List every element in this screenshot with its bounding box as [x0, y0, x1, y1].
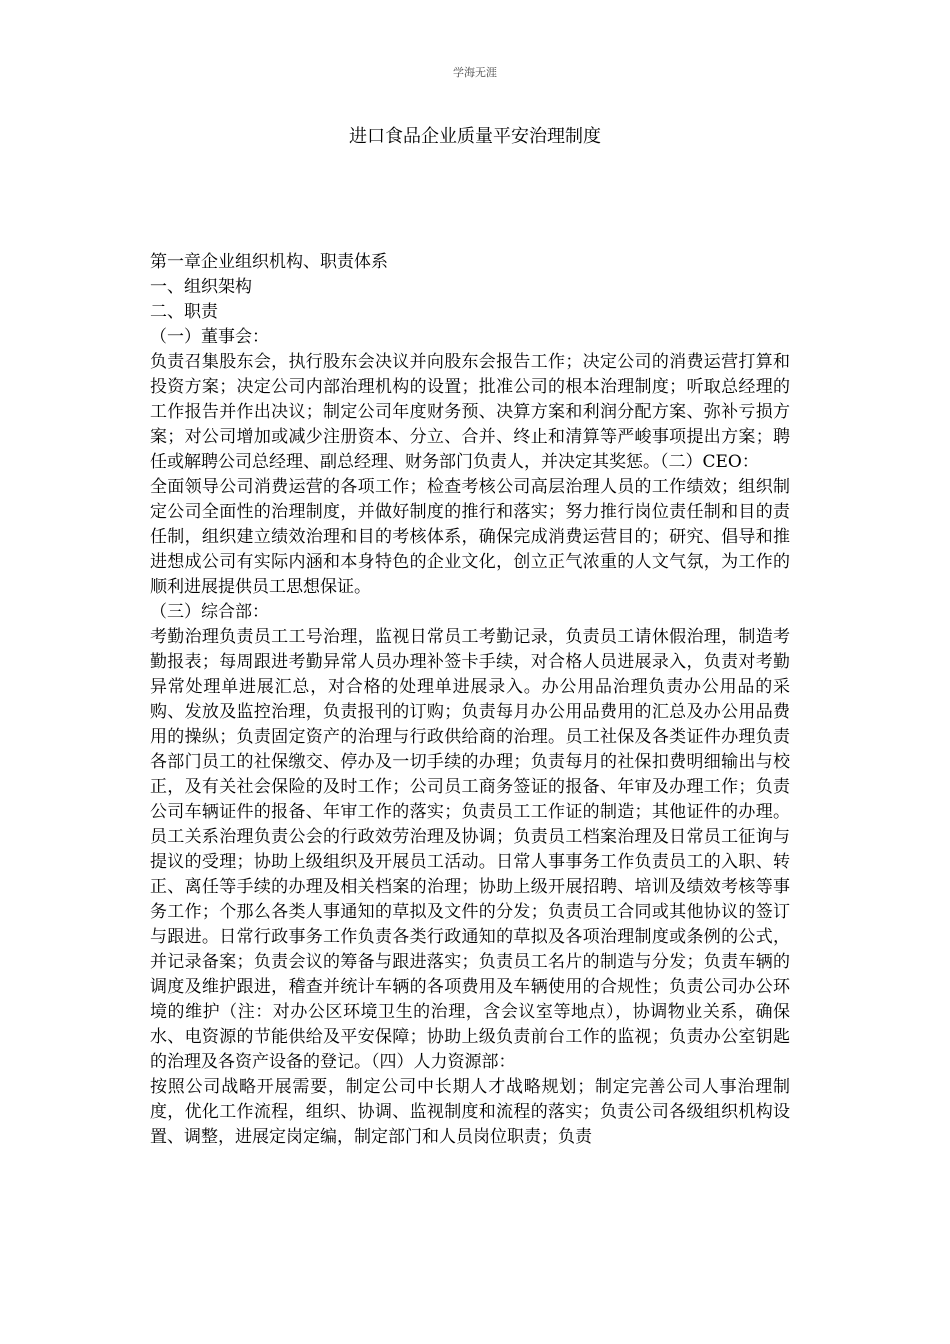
paragraph-ceo-duties: 全面领导公司消费运营的各项工作；检查考核公司高层治理人员的工作绩效；组织制定公司全面性的治理制度，并做好制度的推行和落实；努力推行岗位责任制和目的责任制，组织建立绩效治理和目的考核体系，确保完成消费运营目的；研究、倡导和推进想成公司有实际内涵和本身特色的企业文化，创立正气浓重的人文气氛，为工作的顺利进展提供员工思想保证。 [150, 477, 790, 597]
running-header: 学海无涯 [453, 66, 497, 79]
paragraph-general-dept-duties: 考勤治理负责员工工号治理，监视日常员工考勤记录，负责员工请休假治理，制造考勤报表；每周跟进考勤异常人员办理补签卡手续，对合格人员进展录入，负责对考勤异常处理单进展汇总，对合格的处理单进展录入。办公用品治理负责办公用品的采购、发放及监控治理，负责报刊的订购；负责每月办公用品费用的汇总及办公用品费用的操纵；负责固定资产的治理与行政供给商的治理。员工社保及各类证件办理负责各部门员工的社保缴交、停办及一切手续的办理；负责每月的社保扣费明细输出与校正，及有关社会保险的及时工作；公司员工商务签证的报备、年审及办理工作；负责公司车辆证件的报备、年审工作的落实；负责员工工作证的制造；其他证件的办理。员工关系治理负责公会的行政效劳治理及协调；负责员工档案治理及日常员工征询与提议的受理；协助上级组织及开展员工活动。日常人事事务工作负责员工的入职、转正、离任等手续的办理及相关档案的治理；协助上级开展招聘、培训及绩效考核等事务工作；个那么各类人事通知的草拟及文件的分发；负责员工合同或其他协议的签订与跟进。日常行政事务工作负责各类行政通知的草拟及各项治理制度或条例的公式，并记录备案；负责会议的筹备与跟进落实；负责员工名片的制造与分发；负责车辆的调度及维护跟进，稽查并统计车辆的各项费用及车辆使用的合规性；负责公司办公环境的维护（注：对办公区环境卫生的治理，含会议室等地点），协调物业关系，确保水、电资源的节能供给及平安保障；协助上级负责前台工作的监视；负责办公室钥匙的治理及各资产设备的登记。（四）人力资源部： [150, 627, 790, 1072]
chapter-heading: 第一章企业组织机构、职责体系 [150, 252, 388, 272]
section-heading-structure: 一、组织架构 [150, 277, 252, 297]
section-heading-duties: 二、职责 [150, 302, 218, 322]
document-body [150, 250, 790, 1150]
paragraph-board-duties: 负责召集股东会，执行股东会决议并向股东会报告工作；决定公司的消费运营打算和投资方案；决定公司内部治理机构的设置；批准公司的根本治理制度；听取总经理的工作报告并作出决议；制定公司年度财务预、决算方案和利润分配方案、弥补亏损方案；对公司增加或减少注册资本、分立、合并、终止和清算等严峻事项提出方案；聘任或解聘公司总经理、副总经理、财务部门负责人，并决定其奖惩。（二）CEO： [150, 352, 790, 472]
document-title: 进口食品企业质量平安治理制度 [349, 126, 601, 147]
subsection-heading-general-dept: （三）综合部： [150, 602, 269, 622]
paragraph-hr-duties: 按照公司战略开展需要，制定公司中长期人才战略规划；制定完善公司人事治理制度，优化工作流程，组织、协调、监视制度和流程的落实；负责公司各级组织机构设置、调整，进展定岗定编，制定部门和人员岗位职责；负责 [150, 1077, 790, 1147]
subsection-heading-board: （一）董事会： [150, 327, 269, 347]
